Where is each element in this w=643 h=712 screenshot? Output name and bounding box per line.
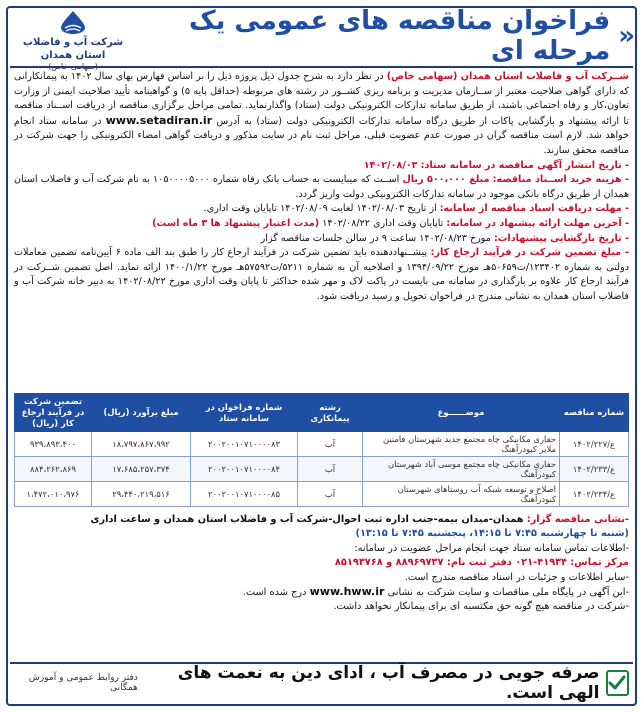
cell-setad-number: ۲۰۰۲۰۰۱۰۷۱۰۰۰۰۸۴ <box>191 457 298 482</box>
contact-center-text: ۴۱۹۳۴-۰۲۱ دفتر ثبت نام: ۸۸۹۶۹۷۳۷ و ۸۵۱۹۳۷۶۸ <box>334 557 568 569</box>
checkmark-icon <box>606 670 629 696</box>
notice-header <box>8 8 635 66</box>
cell-guarantee: ۸۸۴،۲۶۲،۸۶۹ <box>15 457 92 482</box>
opening-line <box>14 232 629 247</box>
col-field: رشته پیمانکاری <box>298 394 363 432</box>
doc-deadline-text: از تاریخ ۱۴۰۲/۰۸/۰۳ لغایت ۱۴۰۲/۰۸/۰۹ تاپایان وقت اداری. <box>203 203 437 215</box>
publish-label: - تاریخ انتشار آگهی مناقصه در سامانه ستاد: <box>420 159 629 171</box>
publish-date: ۱۴۰۲/۰۸/۰۳ <box>363 159 418 171</box>
guarantee-text: پیشــنهاددهنده باید تضمین شرکت در فرآیند ارجاع کار را طبق بند الف ماده ۶ آیین‌نامه تضمین معاملات دولتی به شماره ۱۲۳۴۰۲/ت۵۰۶۵۹هـ مورخ ۱۳۹۴/۰۹/۲۲ و اصلاحیه آن به شماره ۵۲۱۱/ت۵۷۵۹۲هـ مورخ ۱۴۰۰/۱/۲۲ ارائه نماید. اصل تضمین شــرکت در فرآیند ارجاع کار علاوه بر بارگذاری در سامانه می بایست در پاکت لاک و مهر شده حداکثر تا پایان وقت اداری مورخ ۱۴۰۲/۰۸/۲۲ به دبیر خانه شرکت آب و فاضلاب استان همدان به نشانی مندرج در فراخوان تحویل و رسید دریافت شود. <box>14 247 629 302</box>
guarantee-label: - مبلغ تضمین شرکت در فرآیند ارجاع کار: <box>430 247 629 259</box>
intro-text-2: در سامانه ستاد انجام خواهد شد. لازم است مناقصه گران در صورت عدم عضویت قبلی، مراحل ثبت نام در سایت مذکور و دریافت گواهی امضاء الکترونیکی را جهت شرکت در مناقصه محقق سازند. <box>14 115 629 156</box>
pr-department: دفتر روابط عمومی و آموزش همگانی <box>28 673 138 693</box>
company-website-link[interactable]: www.hww.ir <box>309 585 385 599</box>
notice-body <box>14 70 629 305</box>
company-logo <box>8 8 138 66</box>
opening-label: - تاریخ بازگشایی پیشنهادات: <box>493 232 629 244</box>
table-header-row <box>15 394 629 432</box>
company-name: شرکت آب و فاضلاب استان همدان <box>22 37 124 61</box>
bid-deadline-label: - آخرین مهلت ارائه پیشنهاد در سامانه: <box>446 217 629 229</box>
bid-deadline-text: تاپایان وقت اداری ۱۴۰۲/۰۸/۲۲ <box>322 217 444 229</box>
cell-setad-number: ۲۰۰۲۰۰۱۰۷۱۰۰۰۰۸۵ <box>191 482 298 507</box>
publish-date-line <box>14 159 629 174</box>
doc-deadline-line <box>14 202 629 217</box>
cell-guarantee: ۹۳۹،۸۹۳،۴۰۰ <box>15 432 92 457</box>
intro-company: شــرکت آب و فاضلاب استان همدان (سهامی خاص) <box>386 71 629 82</box>
tenders-table <box>14 393 629 507</box>
page-title: فراخوان مناقصه های عمومی یک مرحله ای <box>188 6 611 66</box>
intro-text: در نظر دارد به شرح جدول ذیل پروژه ذیل را بر اساس فهارس بهای سال ۱۴۰۲ به پیمانکارانی که دارای گواهی صلاحیت معتبر از ســازمان مدیریت و برنامه ریزی کشــور در رشته های مربوطه (حداقل پایه ۵) و گواهینامه تأیید صلاحیت ایمنی از وزارت تعاون،کار و رفاه اجتماعی باشند، از طریق سامانه تدارکات الکترونیکی دولت (ستاد) واگذارنماید. تمامی مراحل برگزاری مناقصه از دریافت اســناد مناقصه تا ارائه پیشنهاد و بازگشایی پاکات از طریق درگاه سامانه تدارکات الکترونیکی دولت (ستاد) به آدرس <box>14 71 629 127</box>
address-label: -نشانی مناقصه گزار: <box>526 514 629 525</box>
cell-subject: اصلاح و توسعه شبکه آب روستاهای شهرستان کبودرآهنگ <box>363 482 560 507</box>
table-row <box>15 432 629 457</box>
guarantee-line <box>14 246 629 304</box>
cell-setad-number: ۲۰۰۲۰۰۱۰۷۱۰۰۰۰۸۳ <box>191 432 298 457</box>
cell-field: آب <box>298 432 363 457</box>
water-drop-logo-icon <box>50 8 96 36</box>
address-line <box>14 513 629 527</box>
other-info: -سایر اطلاعات و جزئیات در اسناد مناقصه مندرج است. <box>404 571 629 583</box>
setad-info: -اطلاعات تماس سامانه ستاد جهت انجام مراحل عضویت در سامانه: <box>354 542 629 554</box>
address-text: همدان-میدان بیمه-جنب اداره ثبت احوال-شرکت آب و فاضلاب استان همدان و ساعت اداری <box>90 514 524 525</box>
table-row <box>15 457 629 482</box>
cell-field: آب <box>298 482 363 507</box>
header-divider <box>10 66 633 68</box>
bottom-bar <box>8 664 635 702</box>
intro-paragraph <box>14 70 629 159</box>
fee-rest: اســت که میبایست به حساب بانک رفاه شماره ۱۰۵۰۰۰۰۵۰۰۰ به نام شرکت آب و فاضلاب استان همدان از طریق درگاه بانکی موجود در سامانه تدارکات الکترونیکی دولت واریز گردد. <box>14 174 629 200</box>
cell-subject: حفاری مکانیکی چاه مجتمع موسی آباد شهرستان کبودرآهنگ <box>363 457 560 482</box>
fee-amount: مبلغ ۵۰۰،۰۰۰ ریال <box>402 174 490 186</box>
col-guarantee: تضمین شرکت در فرآیند ارجاع کار (ریال) <box>15 394 92 432</box>
cell-estimate: ۱۸،۷۹۷،۸۶۷،۹۹۲ <box>92 432 191 457</box>
bid-deadline-line <box>14 217 629 232</box>
cell-field: آب <box>298 457 363 482</box>
fee-label: - هزینه خرید اســناد مناقصه: <box>492 174 629 186</box>
cell-guarantee: ۱،۴۷۲،۰۱۰،۹۷۶ <box>15 482 92 507</box>
bid-deadline-note: (مدت اعتبار پیشنهاد ها ۳ ماه است) <box>152 217 320 229</box>
cell-number: ع/۱۴۰۲/۲۳۴ <box>560 482 629 507</box>
col-setad-number: شماره فراخوان در سامانه ستاد <box>191 394 298 432</box>
portal-line <box>14 585 629 600</box>
contact-line <box>14 556 629 570</box>
cell-estimate: ۲۹،۴۴۰،۲۱۹،۵۱۶ <box>92 482 191 507</box>
double-chevron-icon: « <box>618 21 635 51</box>
fee-note: -شرکت در مناقصه هیچ گونه حق مکتسبه ای برای پیمانکار نخواهد داشت. <box>333 601 629 613</box>
opening-text: مورخ ۱۴۰۲/۰۸/۲۳ ساعت ۹ در سالن جلسات مناقصه گزار <box>260 232 491 244</box>
col-subject: موضــــــوع <box>363 394 560 432</box>
cell-estimate: ۱۷،۶۸۵،۲۵۷،۳۷۴ <box>92 457 191 482</box>
slogan-text: صرفه جویی در مصرف آب ، ادای دین به نعمت های الهی است. <box>177 663 600 703</box>
office-hours: (شنبه تا چهارشنبه ۷:۴۵ تا ۱۴:۱۵، پنجشنبه ۷:۴۵ تا ۱۳:۱۵) <box>355 528 629 540</box>
cell-number: ع/۱۴۰۲/۲۲۷ <box>560 432 629 457</box>
slogan <box>138 663 635 703</box>
col-number: شماره مناقصه <box>560 394 629 432</box>
portal-text-1: -این آگهی در پایگاه ملی مناقصات و سایت شرکت به نشانی <box>387 587 629 599</box>
col-estimate: مبلغ برآورد (ریال) <box>92 394 191 432</box>
cell-number: ع/۱۴۰۲/۲۳۳ <box>560 457 629 482</box>
table-row <box>15 482 629 507</box>
setad-website-link[interactable]: www.setadiran.ir <box>105 113 213 127</box>
doc-deadline-label: - مهلت دریافت اسناد مناقصه از سامانه: <box>439 203 629 215</box>
fee-line <box>14 173 629 202</box>
cell-subject: حفاری مکانیکی چاه مجتمع جدید شهرستان فامنین ملایر کبودرآهنگ <box>363 432 560 457</box>
notice-footer <box>14 513 629 615</box>
contact-center-label: مرکز تماس: <box>570 557 629 569</box>
portal-text-2: درج شده است. <box>242 587 307 599</box>
title-bar <box>135 6 635 66</box>
